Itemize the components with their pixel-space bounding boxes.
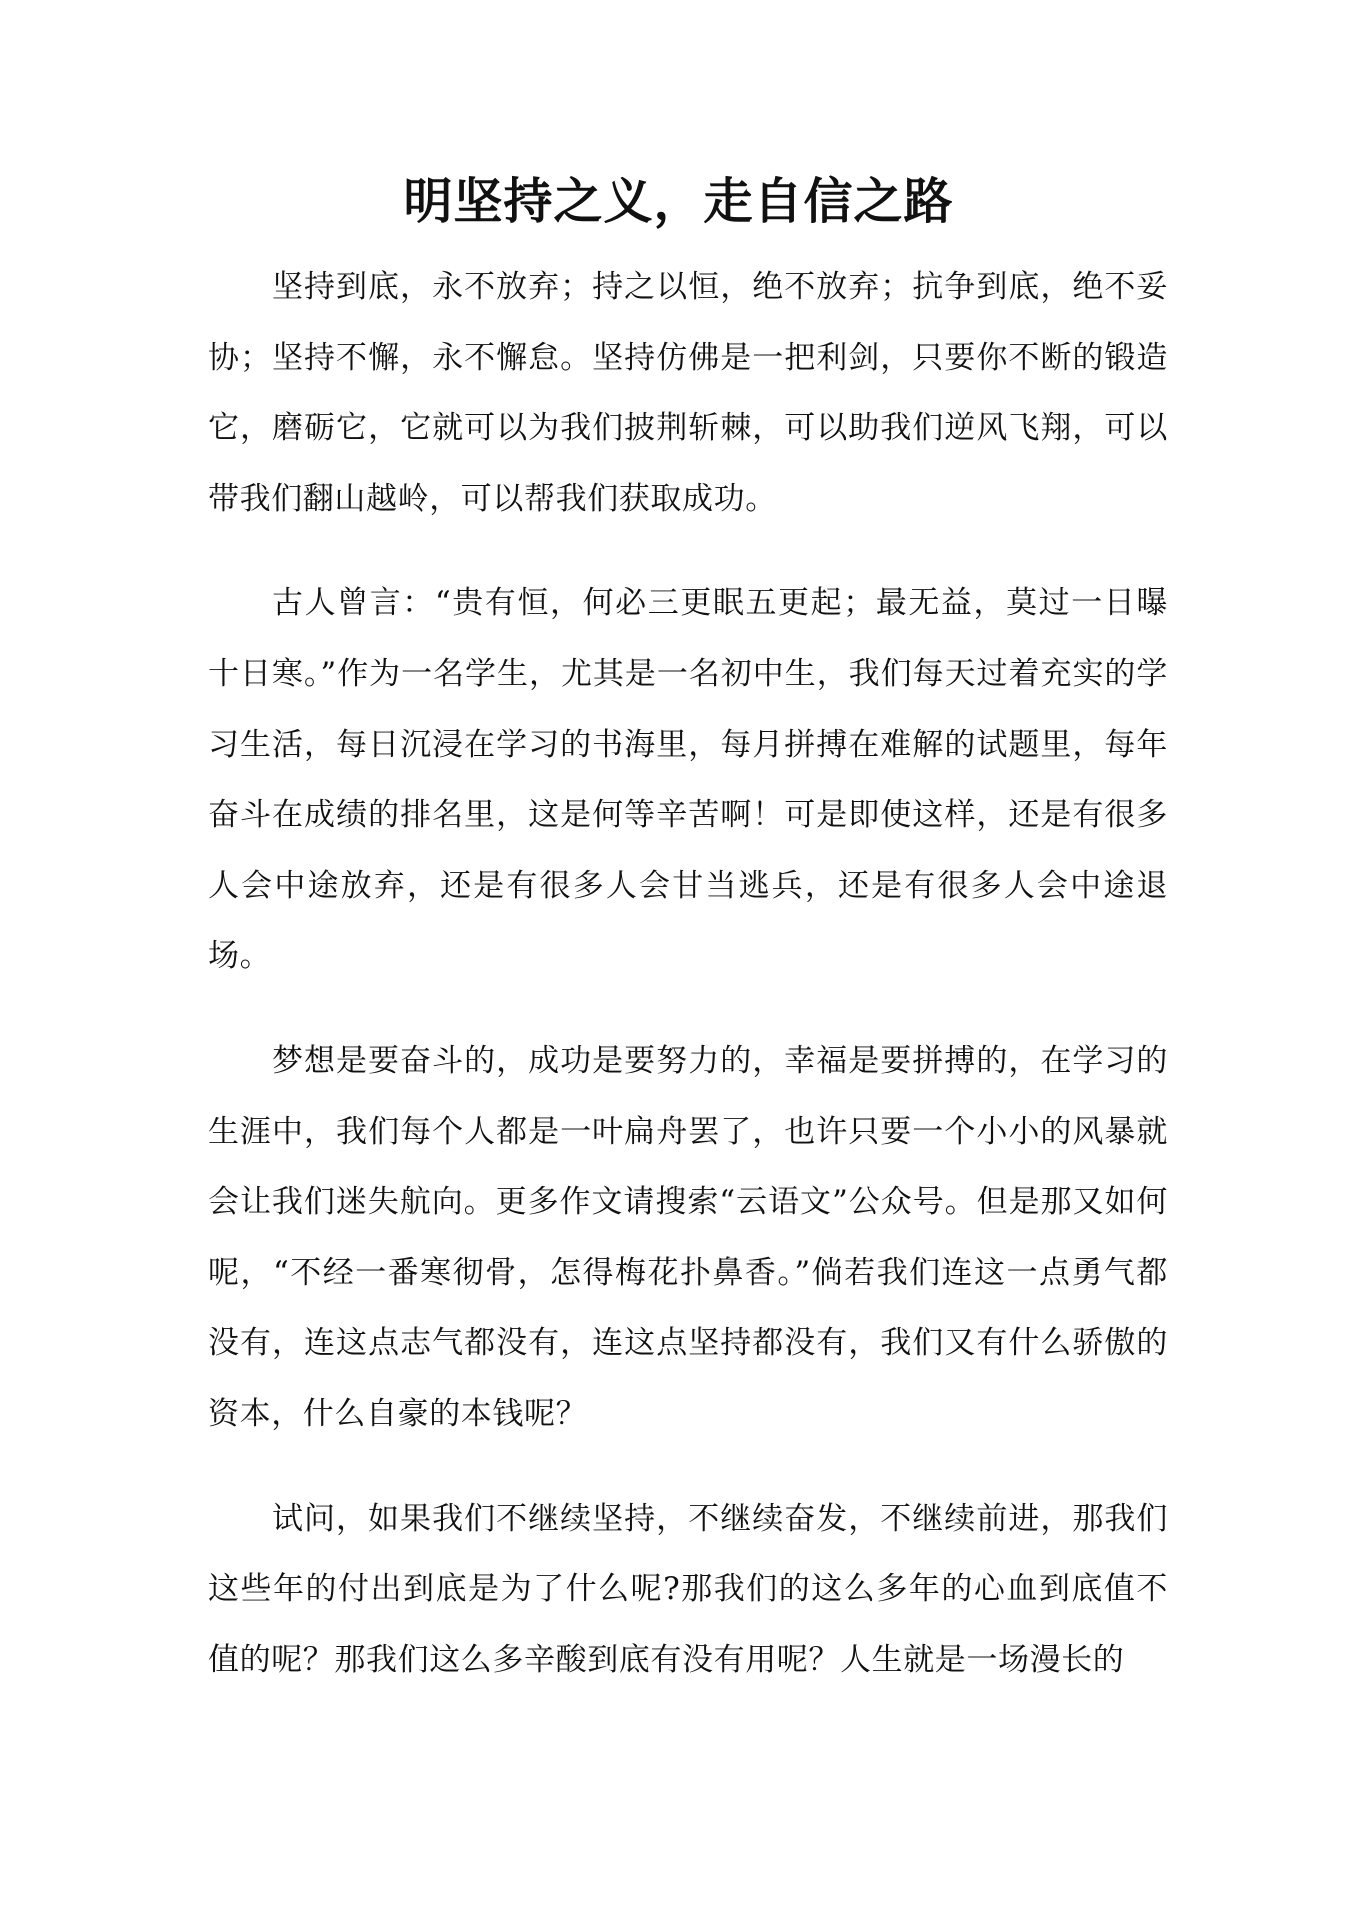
page-title: 明坚持之义，走自信之路 — [403, 172, 954, 230]
paragraph-3: 梦想是要奋斗的，成功是要努力的，幸福是要拼搏的，在学习的生涯中，我们每个人都是一叶扁舟罢了，也许只要一个小小的风暴就会让我们迷失航向。更多作文请搜索“云语文”公众号。但是那又如何呢，“不经一番寒彻骨，怎得梅花扑鼻香。”倘若我们连这一点勇气都没有，连这点志气都没有，连这点坚持都没有，我们又有什么骄傲的资本，什么自豪的本钱呢？ — [208, 1042, 1168, 1432]
article-body — [208, 252, 1168, 1729]
paragraph-2: 古人曾言：“贵有恒，何必三更眠五更起；最无益，莫过一日曝十日寒。”作为一名学生，尤其是一名初中生，我们每天过着充实的学习生活，每日沉浸在学习的书海里，每月拼搏在难解的试题里，每年奋斗在成绩的排名里，这是何等辛苦啊！可是即使这样，还是有很多人会中途放弃，还是有很多人会甘当逃兵，还是有很多人会中途退场。 — [208, 585, 1168, 975]
paragraph-1: 坚持到底，永不放弃；持之以恒，绝不放弃；抗争到底，绝不妥协；坚持不懈，永不懈怠。坚持仿佛是一把利剑，只要你不断的锻造它，磨砺它，它就可以为我们披荆斩棘，可以助我们逆风飞翔，可以带我们翻山越岭，可以帮我们获取成功。 — [208, 269, 1168, 517]
paragraph-4: 试问，如果我们不继续坚持，不继续奋发，不继续前进，那我们这些年的付出到底是为了什么呢?那我们的这么多年的心血到底值不值的呢？那我们这么多辛酸到底有没有用呢？人生就是一场漫长的 — [208, 1500, 1168, 1678]
